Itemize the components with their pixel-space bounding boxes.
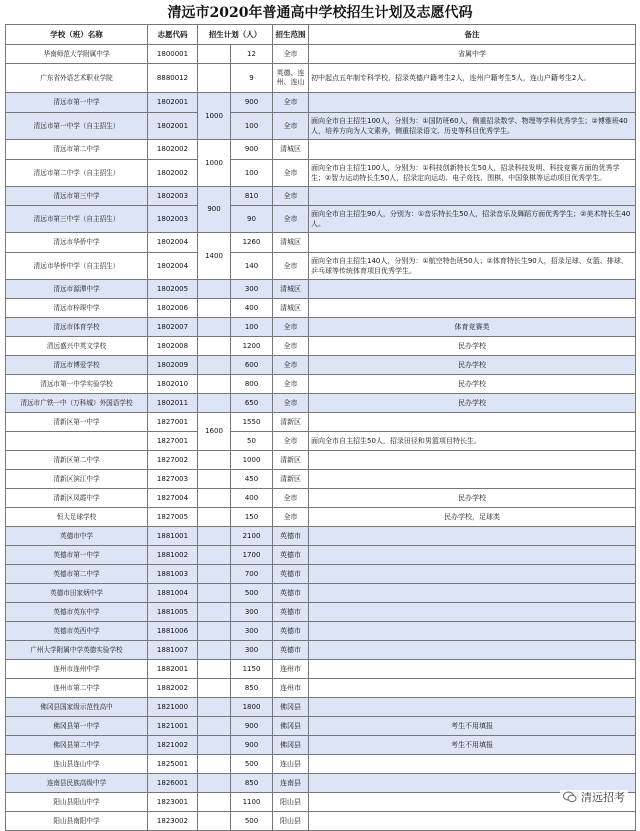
header-scope: 招生范围 — [273, 25, 309, 45]
note-cell: 民办学校，足球类 — [309, 508, 636, 527]
plan-cell: 1200 — [231, 337, 273, 356]
plan-group-cell: 1600 — [198, 413, 231, 451]
scope-cell: 全市 — [273, 253, 309, 280]
plan-group-empty — [198, 641, 231, 660]
code-cell: 1882001 — [148, 660, 198, 679]
plan-group-empty — [198, 489, 231, 508]
plan-cell: 600 — [231, 356, 273, 375]
school-name: 连州市连州中学 — [6, 660, 148, 679]
header-plan: 招生计划（人） — [198, 25, 273, 45]
plan-group-empty — [198, 64, 231, 93]
table-row — [6, 755, 636, 774]
note-cell — [309, 546, 636, 565]
plan-cell: 300 — [231, 622, 273, 641]
school-name: 清远盛兴中英文学校 — [6, 337, 148, 356]
plan-group-cell: 1400 — [198, 233, 231, 280]
plan-group-empty — [198, 356, 231, 375]
scope-cell: 清城区 — [273, 280, 309, 299]
code-cell: 1881005 — [148, 603, 198, 622]
table-row — [6, 546, 636, 565]
plan-cell: 140 — [231, 253, 273, 280]
plan-cell: 810 — [231, 187, 273, 206]
school-name: 英德市英西中学 — [6, 622, 148, 641]
plan-cell: 300 — [231, 603, 273, 622]
scope-cell: 全市 — [273, 318, 309, 337]
plan-group-cell: 1000 — [198, 93, 231, 140]
plan-cell: 850 — [231, 679, 273, 698]
plan-cell: 900 — [231, 717, 273, 736]
plan-group-empty — [198, 774, 231, 793]
scope-cell: 清城区 — [273, 233, 309, 253]
plan-cell: 12 — [231, 45, 273, 64]
school-name: 清远市体育学校 — [6, 318, 148, 337]
code-cell: 1821002 — [148, 736, 198, 755]
table-row — [6, 584, 636, 603]
code-cell: 1821001 — [148, 717, 198, 736]
school-name: 广州大学附属中学英德实验学校 — [6, 641, 148, 660]
plan-group-empty — [198, 812, 231, 831]
plan-group-empty — [198, 546, 231, 565]
code-cell: 1881001 — [148, 527, 198, 546]
plan-group-empty — [198, 45, 231, 64]
plan-group-empty — [198, 394, 231, 413]
table-body — [6, 45, 636, 831]
scope-cell: 清新区 — [273, 451, 309, 470]
table-row — [6, 527, 636, 546]
plan-cell: 1260 — [231, 233, 273, 253]
school-name: 连山县连山中学 — [6, 755, 148, 774]
plan-group-empty — [198, 565, 231, 584]
note-cell — [309, 603, 636, 622]
school-name: 佛冈县国家级示范性高中 — [6, 698, 148, 717]
code-cell: 1827004 — [148, 489, 198, 508]
table-row — [6, 93, 636, 113]
note-cell: 面向全市自主招生50人，招录田径和男篮项目特长生。 — [309, 432, 636, 451]
note-cell — [309, 584, 636, 603]
note-cell — [309, 187, 636, 206]
table-row — [6, 736, 636, 755]
plan-group-empty — [198, 337, 231, 356]
note-cell — [309, 755, 636, 774]
plan-group-empty — [198, 698, 231, 717]
scope-cell: 全市 — [273, 432, 309, 451]
note-cell — [309, 451, 636, 470]
school-name: 英德市田家炳中学 — [6, 584, 148, 603]
scope-cell: 全市 — [273, 113, 309, 140]
plan-group-empty — [198, 660, 231, 679]
code-cell: 8880012 — [148, 64, 198, 93]
table-row — [6, 679, 636, 698]
table-row — [6, 140, 636, 160]
note-cell — [309, 812, 636, 831]
table-row — [6, 356, 636, 375]
scope-cell: 佛冈县 — [273, 698, 309, 717]
scope-cell: 阳山县 — [273, 812, 309, 831]
note-cell — [309, 660, 636, 679]
scope-cell: 全市 — [273, 375, 309, 394]
enrollment-table — [5, 24, 636, 831]
plan-cell: 400 — [231, 489, 273, 508]
code-cell: 1802006 — [148, 299, 198, 318]
school-name: 广东省外语艺术职业学院 — [6, 64, 148, 93]
note-cell — [309, 527, 636, 546]
note-cell — [309, 233, 636, 253]
scope-cell: 阳山县 — [273, 793, 309, 812]
note-cell: 考生不用填报 — [309, 717, 636, 736]
plan-cell: 900 — [231, 93, 273, 113]
page-title: 清远市2020年普通高中学校招生计划及志愿代码 — [167, 5, 473, 21]
code-cell: 1881007 — [148, 641, 198, 660]
scope-cell: 连州市 — [273, 660, 309, 679]
scope-cell: 全市 — [273, 508, 309, 527]
note-cell: 民办学校 — [309, 337, 636, 356]
school-name: 清远市博爱学校 — [6, 356, 148, 375]
scope-cell: 清城区 — [273, 299, 309, 318]
school-name: 清远市源潭中学 — [6, 280, 148, 299]
note-cell — [309, 679, 636, 698]
table-row — [6, 641, 636, 660]
note-cell — [309, 470, 636, 489]
school-name: 清远市梓琛中学 — [6, 299, 148, 318]
code-cell: 1827002 — [148, 451, 198, 470]
plan-cell: 900 — [231, 736, 273, 755]
table-row — [6, 375, 636, 394]
scope-cell: 英德市 — [273, 622, 309, 641]
plan-group-empty — [198, 451, 231, 470]
note-cell: 民办学校 — [309, 356, 636, 375]
note-cell: 面向全市自主招生90人，分别为：①音乐特长生50人，招录音乐及舞蹈方面优秀学生；②美术特长生40人。 — [309, 206, 636, 233]
note-cell — [309, 565, 636, 584]
note-cell: 体育竞赛类 — [309, 318, 636, 337]
school-name: 清远市广铁一中（万科城）外国语学校 — [6, 394, 148, 413]
school-name: 清远市第二中学 — [6, 140, 148, 160]
table-row — [6, 206, 636, 233]
school-name: 佛冈县第二中学 — [6, 736, 148, 755]
scope-cell: 全市 — [273, 394, 309, 413]
code-cell: 1802001 — [148, 93, 198, 113]
plan-cell: 100 — [231, 113, 273, 140]
scope-cell: 英德市 — [273, 565, 309, 584]
scope-cell: 全市 — [273, 489, 309, 508]
plan-cell: 400 — [231, 299, 273, 318]
plan-group-empty — [198, 679, 231, 698]
school-name: 英德市中学 — [6, 527, 148, 546]
plan-group-empty — [198, 375, 231, 394]
scope-cell: 连州市 — [273, 679, 309, 698]
scope-cell: 连山县 — [273, 755, 309, 774]
school-name: 清新区第二中学 — [6, 451, 148, 470]
plan-cell: 500 — [231, 812, 273, 831]
watermark — [560, 790, 628, 804]
code-cell: 1802002 — [148, 160, 198, 187]
plan-group-empty — [198, 622, 231, 641]
school-name: 连州市第二中学 — [6, 679, 148, 698]
scope-cell: 全市 — [273, 93, 309, 113]
plan-cell: 800 — [231, 375, 273, 394]
table-row — [6, 318, 636, 337]
code-cell: 1823002 — [148, 812, 198, 831]
table-row — [6, 413, 636, 432]
scope-cell: 连南县 — [273, 774, 309, 793]
table-row — [6, 489, 636, 508]
header-code: 志愿代码 — [148, 25, 198, 45]
school-name — [6, 432, 148, 451]
plan-cell: 300 — [231, 641, 273, 660]
school-name: 清远市第一中学 — [6, 93, 148, 113]
table-row — [6, 233, 636, 253]
plan-cell: 1000 — [231, 451, 273, 470]
scope-cell: 佛冈县 — [273, 717, 309, 736]
table-row — [6, 337, 636, 356]
scope-cell: 英德市 — [273, 584, 309, 603]
school-name: 佛冈县第一中学 — [6, 717, 148, 736]
plan-cell: 700 — [231, 565, 273, 584]
code-cell: 1881002 — [148, 546, 198, 565]
table-row — [6, 698, 636, 717]
plan-cell: 500 — [231, 755, 273, 774]
school-name: 华南师范大学附属中学 — [6, 45, 148, 64]
table-row — [6, 774, 636, 793]
plan-group-empty — [198, 584, 231, 603]
school-name: 清远市第二中学（自主招生） — [6, 160, 148, 187]
table-row — [6, 394, 636, 413]
wechat-icon — [563, 791, 577, 803]
code-cell: 1800001 — [148, 45, 198, 64]
plan-group-empty — [198, 603, 231, 622]
plan-cell: 1550 — [231, 413, 273, 432]
code-cell: 1802004 — [148, 253, 198, 280]
header-school: 学校（班）名称 — [6, 25, 148, 45]
code-cell: 1802003 — [148, 187, 198, 206]
plan-cell: 650 — [231, 394, 273, 413]
plan-group-empty — [198, 755, 231, 774]
plan-cell: 900 — [231, 140, 273, 160]
school-name: 英德市第二中学 — [6, 565, 148, 584]
scope-cell: 清城区 — [273, 140, 309, 160]
plan-group-cell: 1000 — [198, 140, 231, 187]
note-cell: 省属中学 — [309, 45, 636, 64]
school-name: 英德市第一中学 — [6, 546, 148, 565]
code-cell: 1827003 — [148, 470, 198, 489]
plan-cell: 9 — [231, 64, 273, 93]
table-row — [6, 299, 636, 318]
note-cell — [309, 299, 636, 318]
table-row — [6, 812, 636, 831]
code-cell: 1802007 — [148, 318, 198, 337]
table-row — [6, 45, 636, 64]
code-cell: 1802003 — [148, 206, 198, 233]
plan-group-empty — [198, 299, 231, 318]
note-cell — [309, 698, 636, 717]
table-row — [6, 603, 636, 622]
plan-cell: 500 — [231, 584, 273, 603]
plan-group-empty — [198, 793, 231, 812]
scope-cell: 全市 — [273, 356, 309, 375]
header-row — [6, 25, 636, 45]
note-cell — [309, 641, 636, 660]
header-note: 备注 — [309, 25, 636, 45]
table-row — [6, 187, 636, 206]
note-cell: 面向全市自主招生140人，分别为：①航空特色班50人；②体育特长生90人，招录足球、女篮、排球、乒乓球等传统体育项目优秀学生。 — [309, 253, 636, 280]
scope-cell: 全市 — [273, 45, 309, 64]
scope-cell: 英德市 — [273, 527, 309, 546]
note-cell — [309, 93, 636, 113]
note-cell — [309, 622, 636, 641]
plan-group-empty — [198, 280, 231, 299]
school-name: 清远市华侨中学 — [6, 233, 148, 253]
scope-cell: 全市 — [273, 337, 309, 356]
school-name: 阳山县南阳中学 — [6, 812, 148, 831]
plan-cell: 1100 — [231, 793, 273, 812]
table-row — [6, 280, 636, 299]
school-name: 清远市第三中学（自主招生） — [6, 206, 148, 233]
plan-cell: 1150 — [231, 660, 273, 679]
school-name: 清新区第一中学 — [6, 413, 148, 432]
code-cell: 1881004 — [148, 584, 198, 603]
code-cell: 1882002 — [148, 679, 198, 698]
table-row — [6, 160, 636, 187]
table-row — [6, 64, 636, 93]
table-row — [6, 622, 636, 641]
school-name: 清新区凤霞中学 — [6, 489, 148, 508]
table-row — [6, 565, 636, 584]
scope-cell: 全市 — [273, 187, 309, 206]
scope-cell: 英德、连州、连山 — [273, 64, 309, 93]
code-cell: 1827001 — [148, 432, 198, 451]
code-cell: 1802004 — [148, 233, 198, 253]
code-cell: 1825001 — [148, 755, 198, 774]
plan-cell: 150 — [231, 508, 273, 527]
note-cell: 民办学校 — [309, 394, 636, 413]
plan-cell: 100 — [231, 160, 273, 187]
scope-cell: 英德市 — [273, 546, 309, 565]
table-row — [6, 717, 636, 736]
plan-group-cell: 900 — [198, 187, 231, 233]
table-row — [6, 660, 636, 679]
note-cell: 初中起点五年制专科学校，招录英德户籍考生2人，连州户籍考生5人，连山户籍考生2人。 — [309, 64, 636, 93]
scope-cell: 全市 — [273, 160, 309, 187]
watermark-text: 清远招考 — [581, 791, 625, 804]
school-name: 清远市第一中学（自主招生） — [6, 113, 148, 140]
code-cell: 1802002 — [148, 140, 198, 160]
table-row — [6, 793, 636, 812]
school-name: 连南县民族高级中学 — [6, 774, 148, 793]
note-cell: 考生不用填报 — [309, 736, 636, 755]
code-cell: 1802009 — [148, 356, 198, 375]
plan-group-empty — [198, 508, 231, 527]
table-row — [6, 432, 636, 451]
note-cell: 面向全市自主招生100人，分别为：①国防班60人，侧重招录数学、物理等学科优秀学生；②博雅班40人，培养方向为人文素养，侧重招录语文、历史等科目优秀学生。 — [309, 113, 636, 140]
code-cell: 1827005 — [148, 508, 198, 527]
plan-cell: 450 — [231, 470, 273, 489]
note-cell — [309, 413, 636, 432]
code-cell: 1881003 — [148, 565, 198, 584]
note-cell: 民办学校 — [309, 489, 636, 508]
note-cell — [309, 280, 636, 299]
plan-group-empty — [198, 470, 231, 489]
plan-cell: 100 — [231, 318, 273, 337]
school-name: 清远市华侨中学（自主招生） — [6, 253, 148, 280]
code-cell: 1802001 — [148, 113, 198, 140]
plan-cell: 850 — [231, 774, 273, 793]
school-name: 阳山县阳山中学 — [6, 793, 148, 812]
code-cell: 1802010 — [148, 375, 198, 394]
scope-cell: 清新区 — [273, 413, 309, 432]
table-row — [6, 508, 636, 527]
code-cell: 1826001 — [148, 774, 198, 793]
code-cell: 1802011 — [148, 394, 198, 413]
code-cell: 1827001 — [148, 413, 198, 432]
plan-group-empty — [198, 527, 231, 546]
scope-cell: 清新区 — [273, 470, 309, 489]
plan-cell: 2100 — [231, 527, 273, 546]
scope-cell: 全市 — [273, 206, 309, 233]
table-row — [6, 113, 636, 140]
school-name: 英德市英东中学 — [6, 603, 148, 622]
scope-cell: 佛冈县 — [273, 736, 309, 755]
note-cell: 面向全市自主招生100人，分别为：①科技创新特长生50人，招录科技发明、科技竞赛方面的优秀学生；②智力运动特长生50人，招录定向运动、电子竞技、围棋、中国象棋等运动项目优秀学生。 — [309, 160, 636, 187]
plan-cell: 1700 — [231, 546, 273, 565]
note-cell — [309, 140, 636, 160]
plan-group-empty — [198, 736, 231, 755]
plan-cell: 90 — [231, 206, 273, 233]
school-name: 清远市第一中学实验学校 — [6, 375, 148, 394]
code-cell: 1881006 — [148, 622, 198, 641]
plan-group-empty — [198, 318, 231, 337]
plan-cell: 50 — [231, 432, 273, 451]
school-name: 清新区滨江中学 — [6, 470, 148, 489]
plan-group-empty — [198, 717, 231, 736]
code-cell: 1802008 — [148, 337, 198, 356]
table-row — [6, 470, 636, 489]
school-name: 恒大足球学校 — [6, 508, 148, 527]
code-cell: 1802005 — [148, 280, 198, 299]
plan-cell: 1800 — [231, 698, 273, 717]
note-cell: 民办学校 — [309, 375, 636, 394]
plan-cell: 300 — [231, 280, 273, 299]
table-row — [6, 451, 636, 470]
code-cell: 1823001 — [148, 793, 198, 812]
school-name: 清远市第三中学 — [6, 187, 148, 206]
scope-cell: 英德市 — [273, 603, 309, 622]
code-cell: 1821000 — [148, 698, 198, 717]
table-row — [6, 253, 636, 280]
scope-cell: 英德市 — [273, 641, 309, 660]
